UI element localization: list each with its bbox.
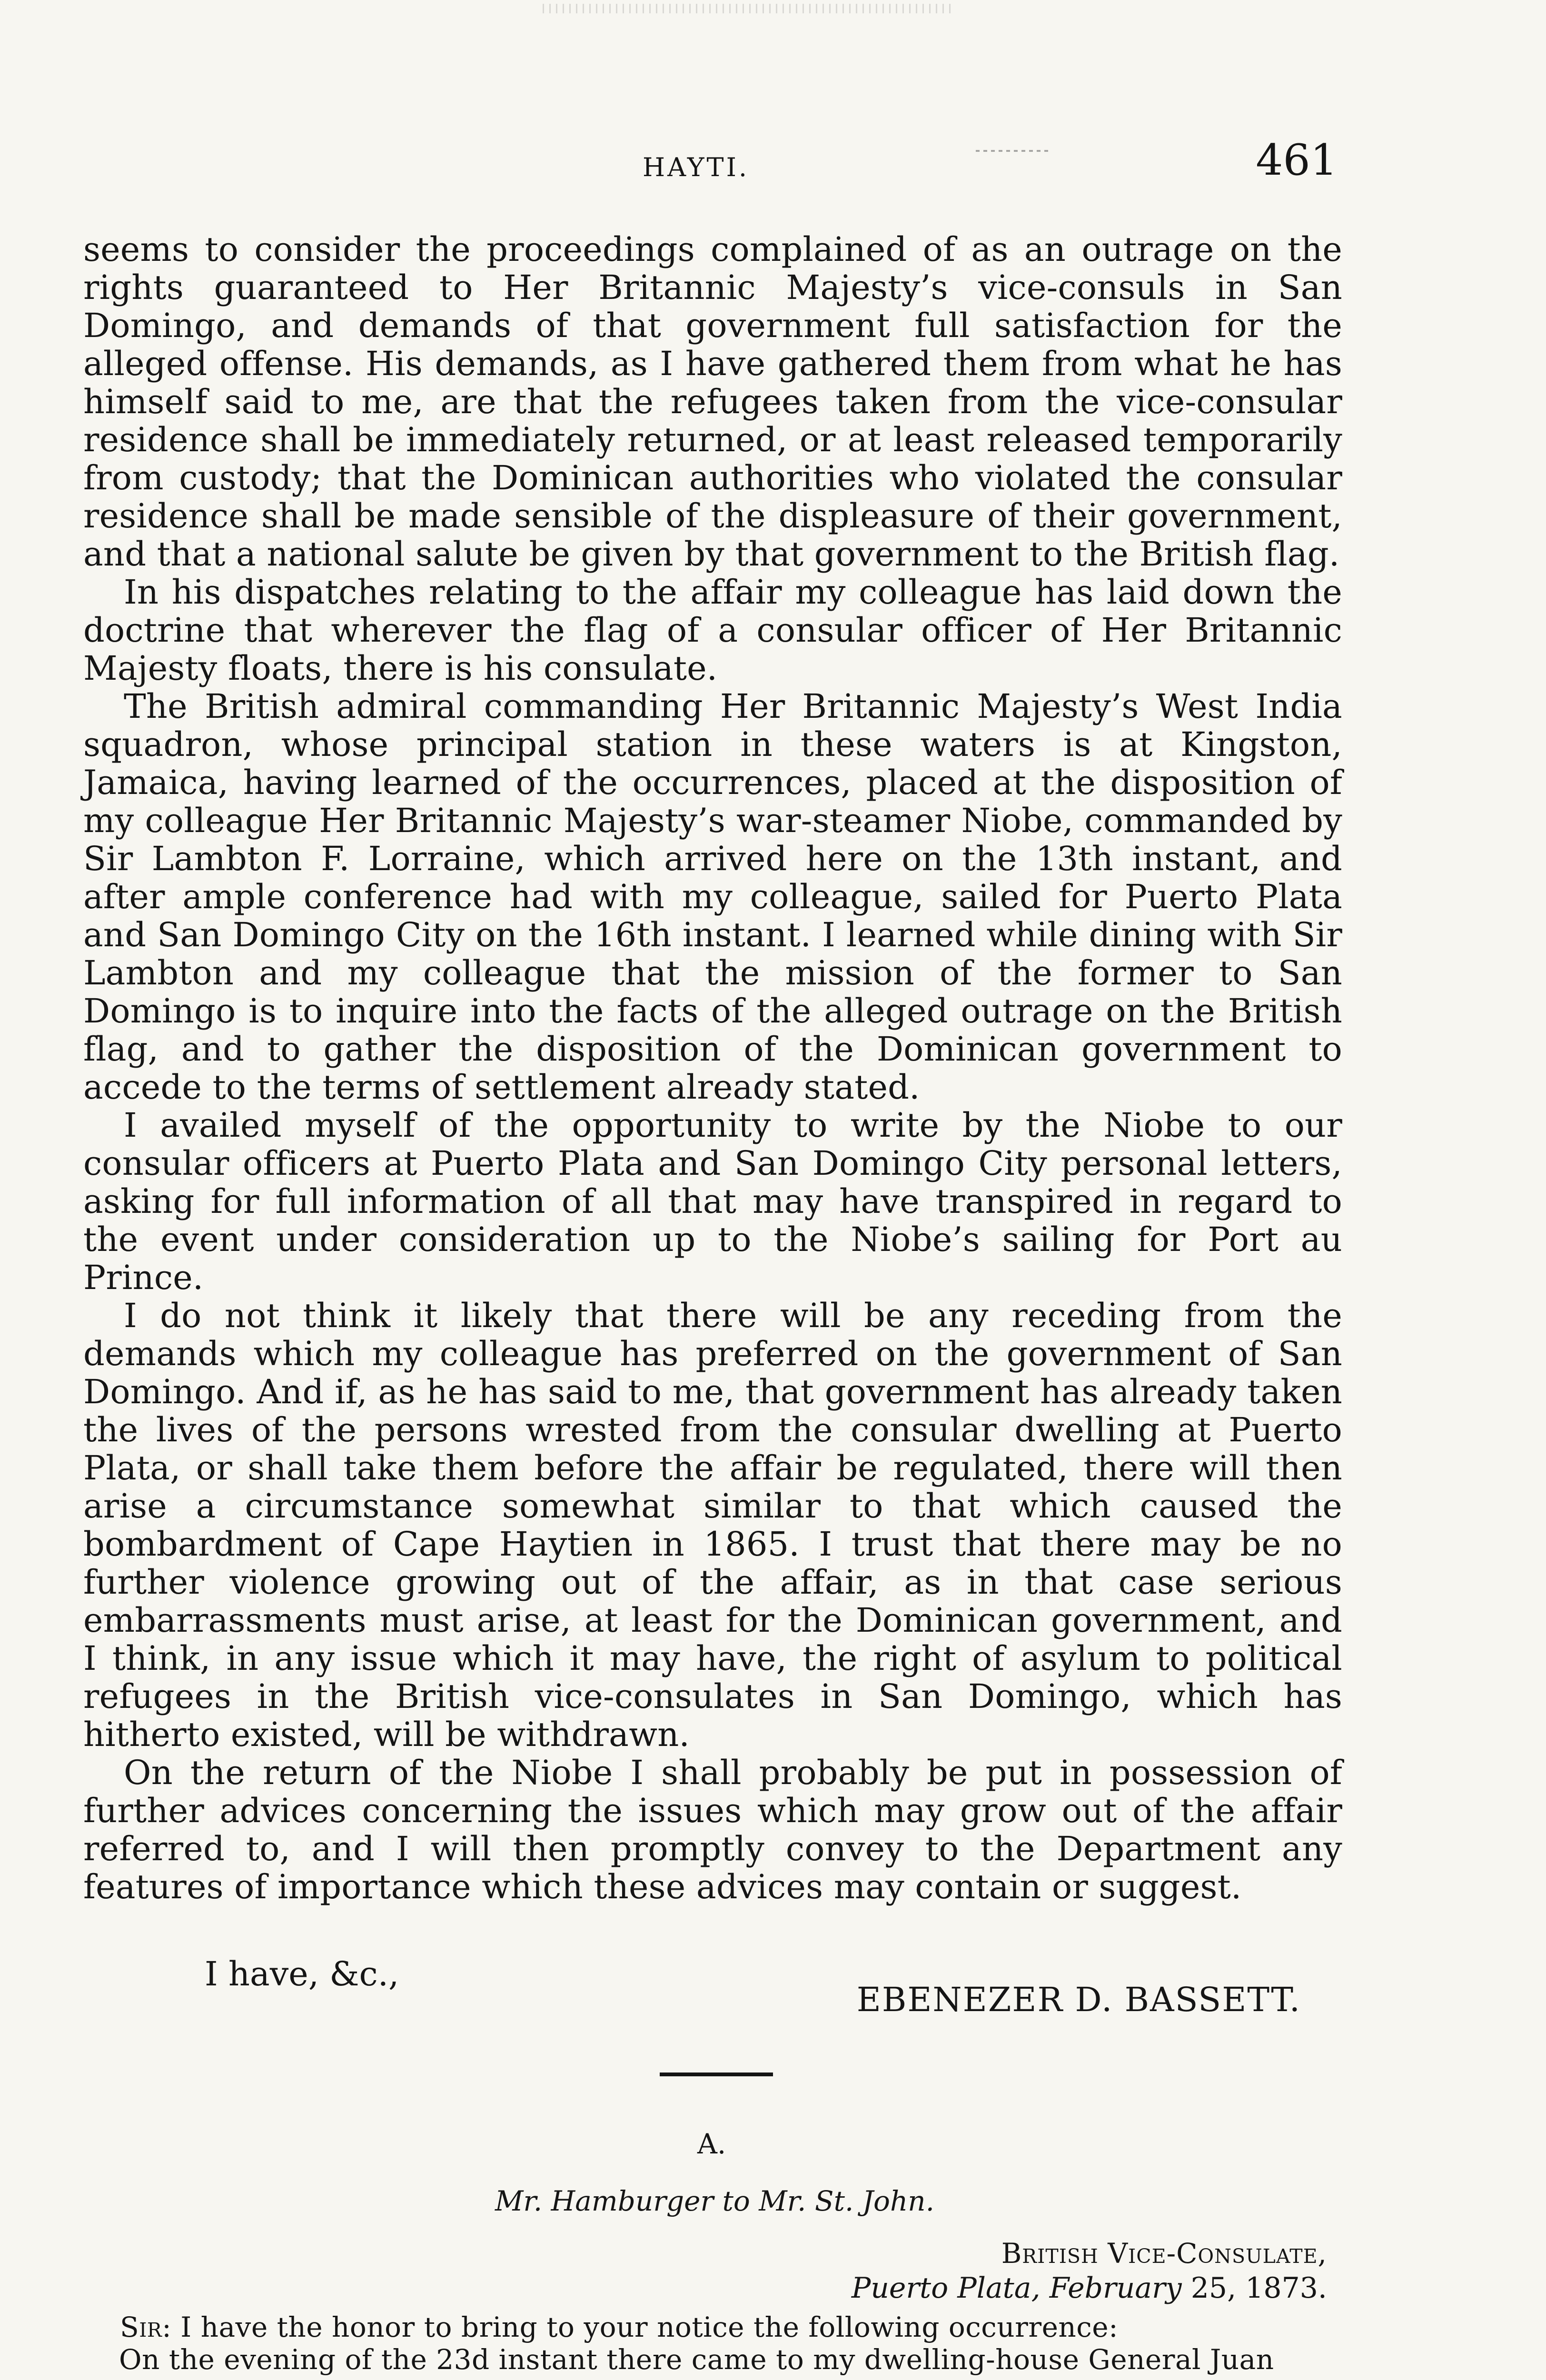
page-edge-artifact [543,4,952,13]
place-date-line [852,2271,1327,2305]
place-date-place: Puerto Plata, February [851,2271,1182,2305]
salutation-word: Sir: [120,2311,172,2343]
letter-title: Mr. Hamburger to Mr. St. John. [495,2185,935,2217]
paragraph-letters: I availed myself of the opportunity to write by the Niobe to our consular officers at Puerto Plata and San Domingo City personal letters, asking for full information of all that may have transpired in regard to the event under consideration up to the Niobe’s sailing for Port au Prince. [83,1106,1342,1297]
page-number: 461 [1256,135,1338,185]
paragraph-return: On the return of the Niobe I shall probably be put in possession of further advices concerning the issues which may grow out of the affair referred to, and I will then promptly convey to the Department any features of importance which these advices may contain or suggest. [83,1753,1342,1906]
place-date-date: 25, 1873. [1190,2271,1327,2305]
consulate-address: British Vice-Consulate, [1001,2237,1327,2270]
continued-line: On the evening of the 23d instant there came to my dwelling-house General Juan [119,2343,1274,2376]
signature: EBENEZER D. BASSETT. [856,1980,1301,2019]
paragraph-admiral: The British admiral commanding Her Britannic Majesty’s West India squadron, whose principal station in these waters is at Kingston, Jamaica, having learned of the occurrences, placed at the disposition of my colleague Her Britannic Majesty’s war-steamer Niobe, commanded by Sir Lambton F. Lorraine, which arrived here on the 13th instant, and after ample conference had with my colleague, sailed for Puerto Plata and San Domingo City on the 16th instant. I learned while dining with Sir Lambton and my colleague that the mission of the former to San Domingo is to inquire into the facts of the alleged outrage on the British flag, and to gather the disposition of the Dominican government to accede to the terms of settlement already stated. [83,687,1342,1107]
salutation-line [120,2311,1118,2343]
paragraph-doctrine: In his dispatches relating to the affair my colleague has laid down the doctrine that wherever the flag of a consular officer of Her Britannic Majesty floats, there is his consulate. [83,573,1342,688]
paragraph-demands: I do not think it likely that there will be any receding from the demands which my colleague has preferred on the government of San Domingo. And if, as he has said to me, that government has already taken the lives of the persons wrested from the consular dwelling at Puerto Plata, or shall take them before the affair be regulated, there will then arise a circumstance somewhat similar to that which caused the bombardment of Cape Haytien in 1865. I trust that there may be no further violence growing out of the affair, as in that case serious embarrassments must arise, at least for the Dominican government, and I think, in any issue which it may have, the right of asylum to political refugees in the British vice-consulates in San Domingo, which has hitherto existed, will be withdrawn. [83,1296,1342,1754]
closing: I have, &c., [205,1954,399,1993]
header-print-mark [976,150,1052,152]
annex-label: A. [697,2128,726,2160]
running-head: HAYTI. [643,152,750,182]
main-text [83,230,1342,1906]
salutation-text: I have the honor to bring to your notice the following occurrence: [171,2311,1119,2343]
section-rule [660,2073,773,2076]
paragraph-continued: seems to consider the proceedings complained of as an outrage on the rights guaranteed to Her Britannic Majesty’s vice-consuls in San Domingo, and demands of that government full satisfaction for the alleged offense. His demands, as I have gathered them from what he has himself said to me, are that the refugees taken from the vice-consular residence shall be immediately returned, or at least released temporarily from custody; that the Dominican authorities who violated the consular residence shall be made sensible of the displeasure of their government, and that a national salute be given by that government to the British flag. [83,230,1342,574]
